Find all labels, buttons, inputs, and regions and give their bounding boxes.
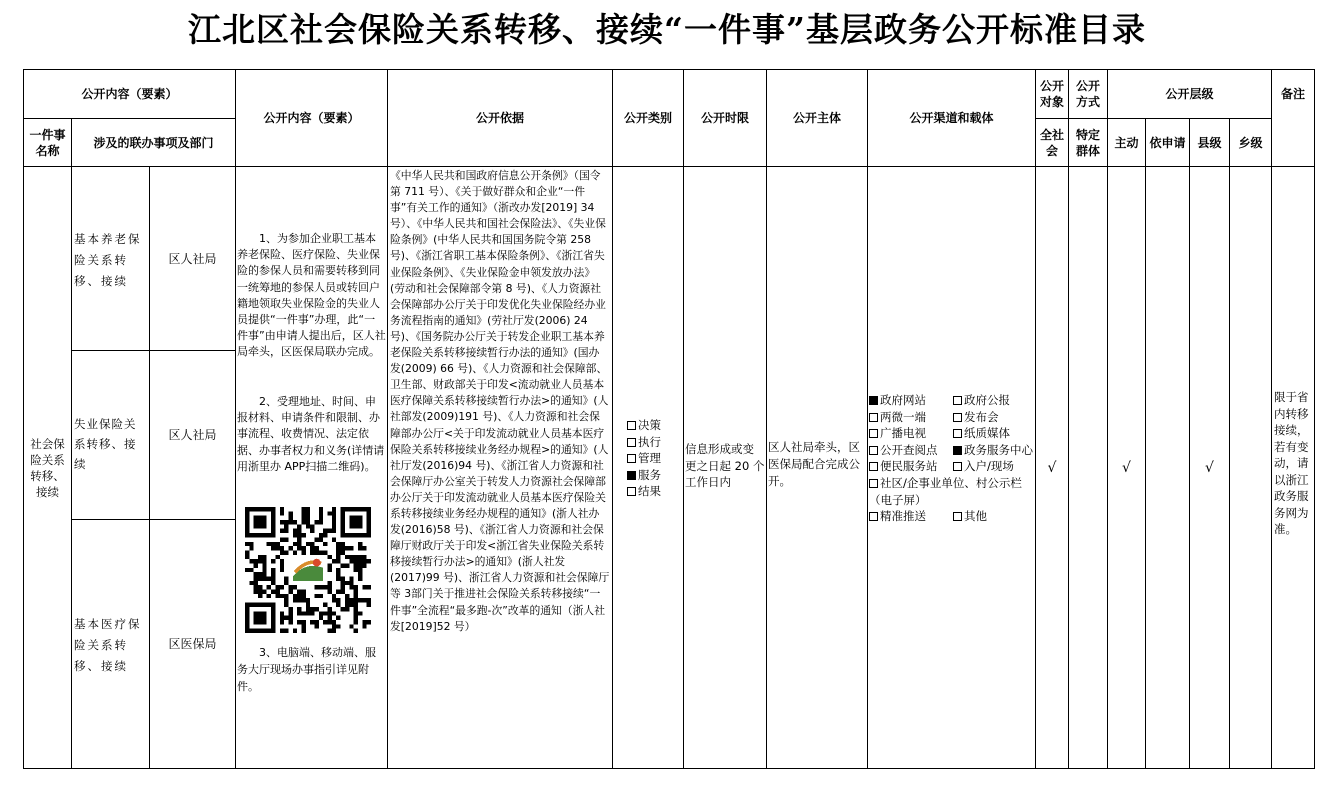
header-by-request: 依申请 bbox=[1149, 135, 1186, 150]
channel-press-conference-checkbox bbox=[953, 413, 962, 422]
time-limit-text: 信息形成或变更之日起 20 个工作日内 bbox=[685, 442, 765, 489]
header-content-elements-2: 公开内容（要素） bbox=[263, 111, 360, 125]
header-basis: 公开依据 bbox=[475, 111, 524, 125]
header-method: 公开方式 bbox=[1075, 79, 1100, 109]
header-target: 公开对象 bbox=[1040, 79, 1065, 109]
content-paragraph-2: 2、受理地址、时间、申报材料、申请条件和限制、办事流程、收费情况、法定依据、办事者权力和义务(详情请用浙里办 APP扫描二维码)。 bbox=[237, 395, 385, 473]
header-content-elements: 公开内容（要素） bbox=[81, 87, 178, 101]
category-list bbox=[627, 417, 683, 500]
channel-gov-service-center: 政务服务中心 bbox=[953, 443, 1033, 457]
channel-public-reading-point-checkbox bbox=[869, 446, 878, 455]
content-paragraph-3: 3、电脑端、移动端、服务大厅现场办事指引详见附件。 bbox=[237, 646, 376, 693]
channel-wechat-weibo-app: 两微一端 bbox=[869, 409, 953, 426]
category-result: 结果 bbox=[627, 483, 683, 500]
channel-press-conference: 发布会 bbox=[953, 410, 999, 424]
category-management: 管理 bbox=[627, 450, 683, 467]
item-name-cell: 社会保险关系转移、接续 bbox=[30, 436, 65, 499]
catalog-table bbox=[23, 69, 1315, 769]
sub-item-unemployment: 失业保险关系转移、接续 bbox=[74, 417, 137, 471]
subject-text: 区人社局牵头，区医保局配合完成公开。 bbox=[768, 440, 860, 488]
category-decision: 决策 bbox=[627, 417, 683, 434]
header-township: 乡级 bbox=[1238, 135, 1263, 150]
header-level: 公开层级 bbox=[1165, 87, 1214, 101]
category-management-checkbox bbox=[627, 454, 636, 463]
content-paragraph-1: 1、为参加企业职工基本养老保险、医疗保险、失业保险的参保人员和需要转移到同一统筹地的参保人员或转回户籍地领取失业保险金的失业人员提供“一件事”办理，此“一件事”由申请人提出后，区人社局牵头，区医保局联办完成。 bbox=[237, 232, 386, 359]
channel-public-reading-point: 公开查阅点 bbox=[869, 442, 953, 459]
channel-gov-gazette-checkbox bbox=[953, 396, 962, 405]
sub-item-medical: 基本医疗保险关系转移、接续 bbox=[74, 617, 142, 673]
channel-print-media: 纸质媒体 bbox=[953, 426, 1010, 440]
channel-other: 其他 bbox=[953, 509, 987, 523]
specific-group-check bbox=[1069, 167, 1107, 768]
header-all-society: 全社会 bbox=[1040, 127, 1065, 158]
channel-targeted-push: 精准推送 bbox=[869, 508, 953, 525]
channel-gov-service-center-checkbox bbox=[953, 446, 962, 455]
channel-list bbox=[868, 392, 1035, 525]
header-channels: 公开渠道和载体 bbox=[909, 111, 994, 125]
category-service-checkbox bbox=[627, 471, 636, 480]
header-specific-group: 特定群体 bbox=[1075, 127, 1100, 158]
header-linked-items: 涉及的联办事项及部门 bbox=[93, 135, 214, 150]
category-result-checkbox bbox=[627, 487, 636, 496]
township-check bbox=[1230, 167, 1271, 768]
channel-other-checkbox bbox=[953, 512, 962, 521]
header-time-limit: 公开时限 bbox=[700, 111, 749, 125]
category-execution-checkbox bbox=[627, 438, 636, 447]
channel-print-media-checkbox bbox=[953, 429, 962, 438]
header-active: 主动 bbox=[1114, 135, 1139, 150]
sub-item-pension: 基本养老保险关系转移、接续 bbox=[74, 232, 142, 288]
county-check: √ bbox=[1205, 459, 1214, 476]
channel-community-board-checkbox bbox=[869, 479, 878, 488]
basis-text: 《中华人民共和国政府信息公开条例》（国令第 711 号）、《关于做好群众和企业“一件事”有关工作的通知》（浙改办发[2019] 34 号）、《中华人民共和国社会保险法》、《失业保险条例》(中华人民共和国国务院令第 258 号)、《浙江省职工基本保险条例》、《浙江省失业保险条例》、《失业保险金申领发放办法》(劳动和社会保障部令第 8 号)、《人力资源社会保障部办公厅关于印发优化失业保险经办业务流程指南的通知》(劳社厅发(2006) 24 号)、《国务院办公厅关于转发企业职工基本养老保险关系转移接续暂行办法的通知》(国办发(2009) 66 号)、《人力资源和社会保障部、卫生部、财政部关于印发<流动就业人员基本医疗保障关系转移接续暂行办法>的通知》(人社部发(2009)191 号)、《人力资源和社会保障部办公厅<关于印发流动就业人员基本医疗保险关系转移接续业务经办规程>的通知》(人社厅发(2016)94 号)、《浙江省人力资源和社会保障厅办公室关于转发人力资源社会保障部办公厅关于印发流动就业人员基本医疗保险关系转移接续业务经办规程的通知》(浙人社办发(2016)58 号)、《浙江省人力资源和社会保障厅财政厅关于印发<浙江省失业保险关系转移接续暂行办法>的通知》(浙人社发(2017)99 号)、浙江省人力资源和社会保障厅等 3部门关于推进社会保险关系转移接续“一件事”全流程“最多跑-次”改革的通知（浙人社发[2019]52 号） bbox=[390, 169, 610, 633]
channel-convenience-station-checkbox bbox=[869, 462, 878, 471]
all-society-check: √ bbox=[1047, 459, 1057, 476]
header-item-name: 一件事名称 bbox=[29, 127, 66, 158]
channel-door-to-door: 入户/现场 bbox=[953, 459, 1014, 473]
dept-medical: 区医保局 bbox=[168, 637, 217, 651]
channel-broadcast-tv: 广播电视 bbox=[869, 425, 953, 442]
category-service: 服务 bbox=[627, 467, 683, 484]
header-remarks: 备注 bbox=[1280, 87, 1305, 101]
category-execution: 执行 bbox=[627, 434, 683, 451]
category-decision-checkbox bbox=[627, 421, 636, 430]
channel-door-to-door-checkbox bbox=[953, 462, 962, 471]
dept-unemployment: 区人社局 bbox=[168, 428, 217, 442]
channel-targeted-push-checkbox bbox=[869, 512, 878, 521]
header-subject: 公开主体 bbox=[792, 111, 841, 125]
by-request-check bbox=[1146, 167, 1189, 768]
page-title: 江北区社会保险关系转移、接续“一件事”基层政务公开标准目录 bbox=[188, 10, 1146, 49]
header-county: 县级 bbox=[1197, 135, 1222, 150]
active-check: √ bbox=[1122, 459, 1131, 476]
header-category: 公开类别 bbox=[623, 111, 672, 125]
qr-code[interactable] bbox=[245, 507, 371, 633]
channel-broadcast-tv-checkbox bbox=[869, 429, 878, 438]
channel-gov-website-checkbox bbox=[869, 396, 878, 405]
channel-gov-gazette: 政府公报 bbox=[953, 393, 1010, 407]
channel-wechat-weibo-app-checkbox bbox=[869, 413, 878, 422]
channel-community-board: 社区/企事业单位、村公示栏（电子屏） bbox=[869, 475, 1022, 507]
channel-convenience-station: 便民服务站 bbox=[869, 458, 953, 475]
channel-gov-website: 政府网站 bbox=[869, 392, 953, 409]
remarks-text: 限于省内转移接续，若有变动，请以浙江政务服务网为准。 bbox=[1274, 390, 1309, 536]
dept-pension: 区人社局 bbox=[168, 251, 217, 266]
